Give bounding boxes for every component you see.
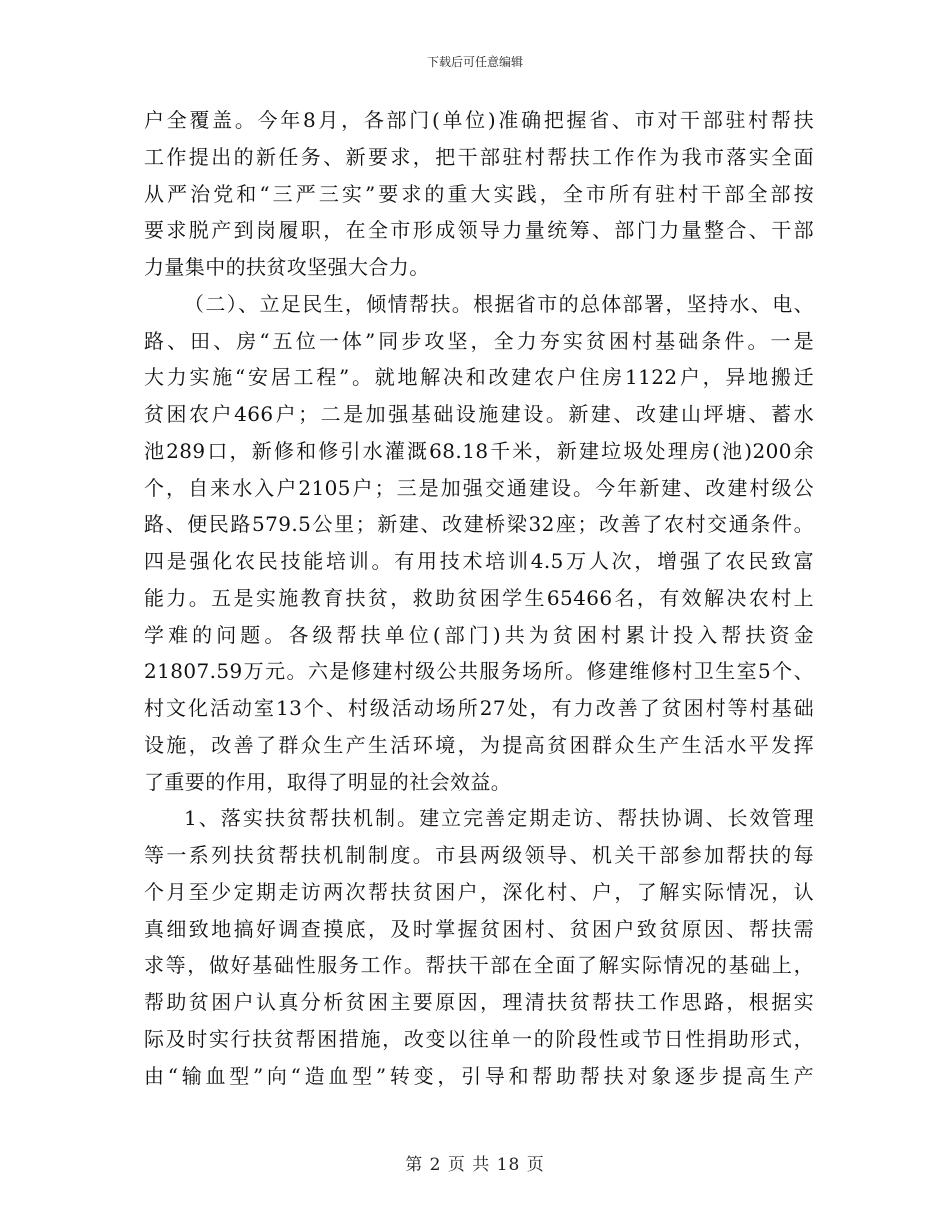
body-line: 21807.59万元。六是修建村级公共服务场所。修建维修村卫生室5个、 xyxy=(144,659,814,684)
body-line: 能力。五是实施教育扶贫，救助贫困学生65466名，有效解决农村上 xyxy=(144,585,814,610)
body-line: 学难的问题。各级帮扶单位(部门)共为贫困村累计投入帮扶资金 xyxy=(144,622,814,647)
page-number-footer: 第 2 页 共 18 页 xyxy=(405,1155,545,1175)
paragraph-start-line: 1、落实扶贫帮扶机制。建立完善定期走访、帮扶协调、长效管理 xyxy=(184,806,814,831)
body-line: 户全覆盖。今年8月，各部门(单位)准确把握省、市对干部驻村帮扶 xyxy=(144,108,814,132)
body-line: 由“输血型”向“造血型”转变，引导和帮助帮扶对象逐步提高生产 xyxy=(144,1063,814,1088)
body-line: 工作提出的新任务、新要求，把干部驻村帮扶工作作为我市落实全面 xyxy=(144,144,814,169)
body-line: 四是强化农民技能培训。有用技术培训4.5万人次，增强了农民致富 xyxy=(144,549,814,573)
body-line: 个月至少定期走访两次帮扶贫困户，深化村、户，了解实际情况，认 xyxy=(144,879,814,904)
body-line: 等一系列扶贫帮扶机制制度。市县两级领导、机关干部参加帮扶的每 xyxy=(144,843,814,867)
body-line: 大力实施“安居工程”。就地解决和改建农户住房1122户，异地搬迁 xyxy=(144,365,814,390)
body-line: 个，自来水入户2105户；三是加强交通建设。今年新建、改建村级公 xyxy=(144,475,814,500)
body-line: 帮助贫困户认真分析贫困主要原因，理清扶贫帮扶工作思路，根据实 xyxy=(144,990,814,1014)
body-line: 真细致地搞好调查摸底，及时掌握贫困村、贫困户致贫原因、帮扶需 xyxy=(144,916,814,941)
body-line: 要求脱产到岗履职，在全市形成领导力量统筹、部门力量整合、干部 xyxy=(144,218,814,243)
body-line: 求等，做好基础性服务工作。帮扶干部在全面了解实际情况的基础上， xyxy=(144,953,814,978)
body-line: 力量集中的扶贫攻坚强大合力。 xyxy=(144,255,430,279)
body-line: 村文化活动室13个、村级活动场所27处，有力改善了贫困村等村基础 xyxy=(144,696,814,720)
body-line: 贫困农户466户；二是加强基础设施建设。新建、改建山坪塘、蓄水 xyxy=(144,402,814,426)
body-line: 路、便民路579.5公里；新建、改建桥梁32座；改善了农村交通条件。 xyxy=(144,512,814,537)
body-line: 从严治党和“三严三实”要求的重大实践，全市所有驻村干部全部按 xyxy=(144,181,814,206)
body-line: 路、田、房“五位一体”同步攻坚，全力夯实贫困村基础条件。一是 xyxy=(144,328,814,353)
document-body xyxy=(144,102,814,1094)
body-line: 池289口，新修和修引水灌溉68.18千米，新建垃圾处理房(池)200余 xyxy=(144,438,814,463)
body-line: 了重要的作用，取得了明显的社会效益。 xyxy=(144,769,512,794)
body-line: 设施，改善了群众生产生活环境，为提高贫困群众生产生活水平发挥 xyxy=(144,732,814,757)
paragraph-start-line: （二）、立足民生，倾情帮扶。根据省市的总体部署，坚持水、电、 xyxy=(184,291,814,316)
page-header-note: 下载后可任意编辑 xyxy=(426,55,523,69)
body-line: 际及时实行扶贫帮困措施，改变以往单一的阶段性或节日性捐助形式， xyxy=(144,1026,814,1051)
